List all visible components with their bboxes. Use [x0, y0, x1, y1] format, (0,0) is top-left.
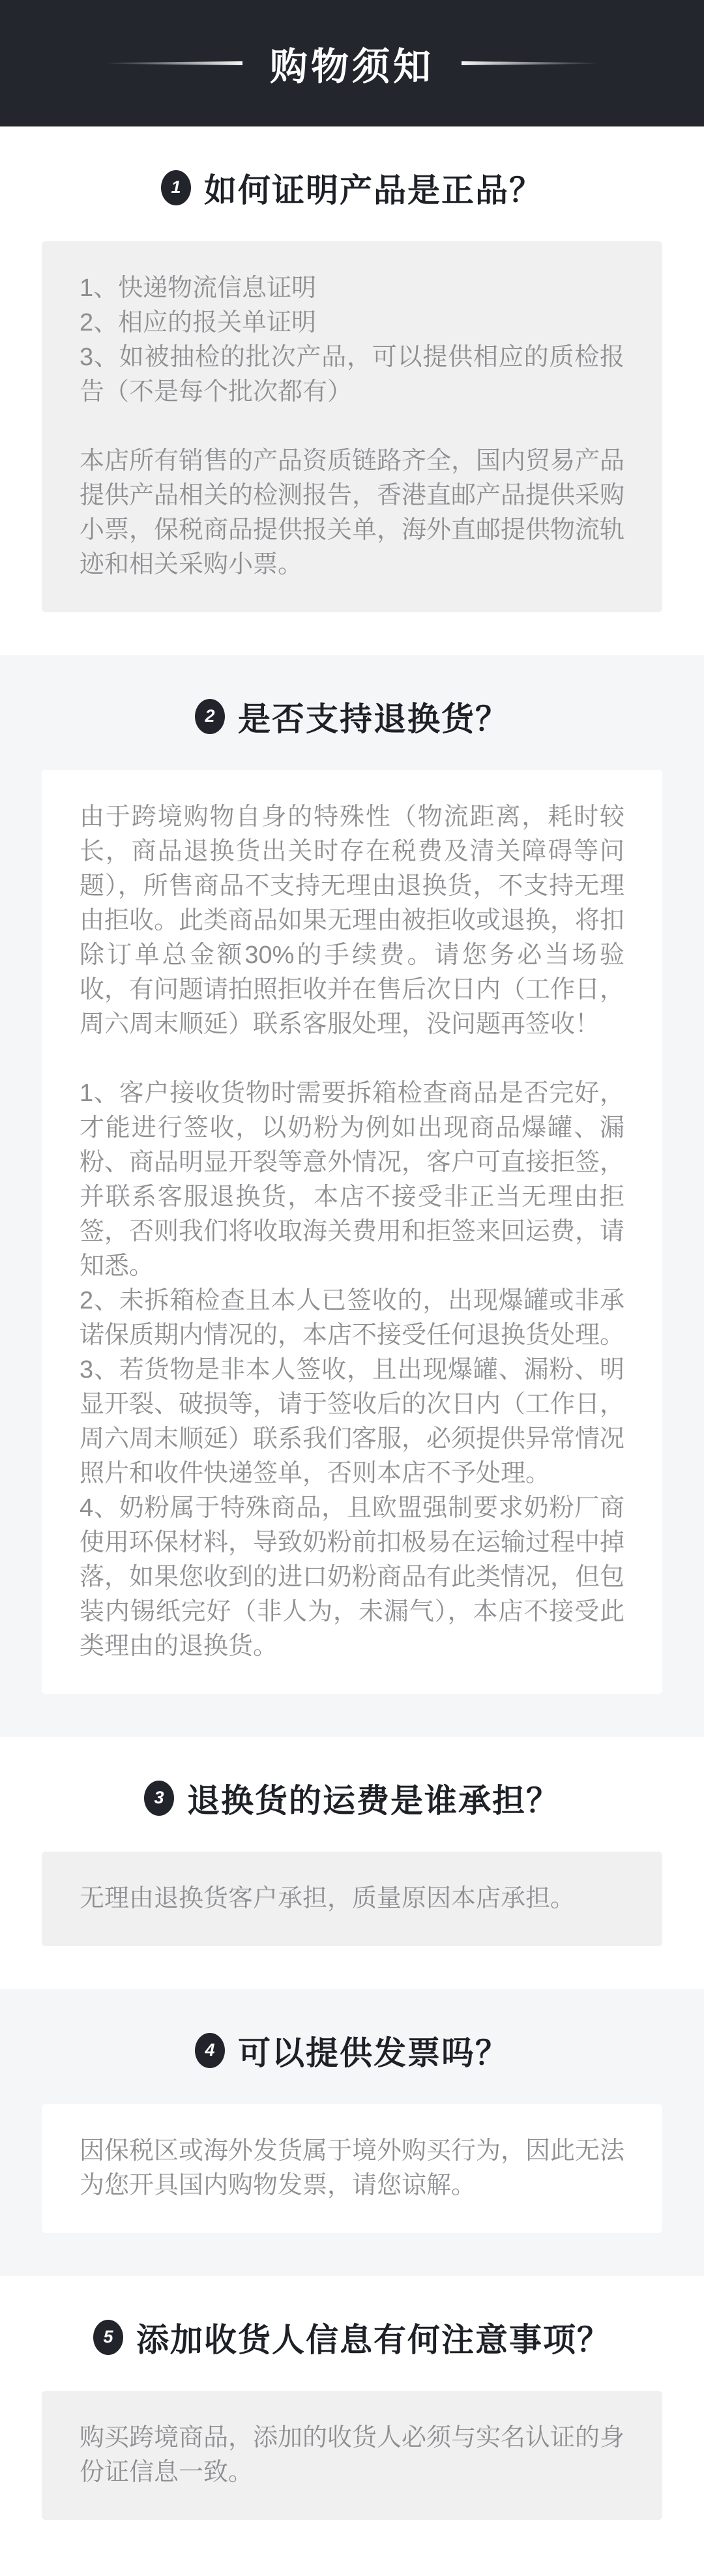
- section-5-heading: [0, 2314, 704, 2361]
- section-3-heading: [0, 1775, 704, 1822]
- recipient-info-paragraph: 购买跨境商品，添加的收货人必须与实名认证的身份证信息一致。: [80, 2424, 625, 2486]
- section-4-heading: [0, 2027, 704, 2074]
- header-banner: [0, 0, 704, 126]
- shipping-fee-paragraph: 无理由退换货客户承担，质量原因本店承担。: [80, 1885, 576, 1912]
- section-5-content-box: [42, 2391, 662, 2520]
- header-decor-line-right: [462, 61, 598, 65]
- section-2-content-box: [42, 770, 662, 1694]
- section-shipping-fee: [0, 1737, 704, 1989]
- number-3-badge-icon: [144, 1781, 174, 1816]
- section-4-title: 可以提供发票吗？: [238, 2035, 509, 2071]
- section-returns-policy: [0, 655, 704, 1737]
- badge-number: 3: [154, 1787, 164, 1807]
- badge-number: 1: [171, 177, 181, 197]
- returns-point: 2、未拆箱检查且本人已签收的，出现爆罐或非承诺保质期内情况的，本店不接受任何退换货处理。: [80, 1287, 625, 1349]
- section-1-heading: [0, 164, 704, 211]
- section-5-title: 添加收货人信息有何注意事项？: [136, 2322, 611, 2358]
- returns-point: 3、若货物是非本人签收，且出现爆罐、漏粉、明显开裂、破损等，请于签收后的次日内（工作日，周六周末顺延）联系我们客服，必须提供异常情况照片和收件快递签单，否则本店不予处理。: [80, 1356, 625, 1487]
- proof-list-item: 3、如被抽检的批次产品，可以提供相应的质检报告（不是每个批次都有）: [80, 344, 624, 406]
- number-4-badge-icon: [195, 2033, 225, 2068]
- returns-point: 1、客户接收货物时需要拆箱检查商品是否完好，才能进行签收，以奶粉为例如出现商品爆罐、漏粉、商品明显开裂等意外情况，客户可直接拒签，并联系客服退换货，本店不接受非正当无理由拒签，否则我们将收取海关费用和拒签来回运费，请知悉。: [80, 1080, 625, 1280]
- section-1-content-box: [42, 241, 662, 612]
- returns-point: 4、奶粉属于特殊商品，且欧盟强制要求奶粉厂商使用环保材料，导致奶粉前扣极易在运输过程中掉落，如果您收到的进口奶粉商品有此类情况，但包装内锡纸完好（非人为，未漏气），本店不接受此类理由的退换货。: [80, 1494, 625, 1660]
- number-5-badge-icon: [93, 2320, 123, 2355]
- section-2-heading: [0, 693, 704, 740]
- badge-number: 4: [205, 2039, 215, 2060]
- section-3-content-box: [42, 1852, 662, 1946]
- invoice-paragraph: 因保税区或海外发货属于境外购买行为，因此无法为您开具国内购物发票，请您谅解。: [80, 2137, 625, 2199]
- header-decor-line-left: [106, 61, 242, 65]
- section-authenticity: [0, 126, 704, 655]
- section-recipient-info: [0, 2276, 704, 2576]
- section-2-title: 是否支持退换货？: [238, 701, 509, 737]
- number-2-badge-icon: [195, 699, 225, 734]
- page-title: 购物须知: [269, 46, 434, 88]
- returns-intro-paragraph: 由于跨境购物自身的特殊性（物流距离，耗时较长，商品退换货出关时存在税费及清关障碍等问题），所售商品不支持无理由退换货，不支持无理由拒收。此类商品如果无理由被拒收或退换，将扣除订单总金额30%的手续费。请您务必当场验收，有问题请拍照拒收并在售后次日内（工作日，周六周末顺延）联系客服处理，没问题再签收！: [80, 803, 625, 1038]
- proof-list-item: 2、相应的报关单证明: [80, 309, 317, 336]
- section-invoice: [0, 1989, 704, 2276]
- section-1-title: 如何证明产品是正品？: [204, 172, 543, 209]
- number-1-badge-icon: [161, 170, 191, 205]
- section-4-content-box: [42, 2104, 662, 2233]
- qualification-paragraph: 本店所有销售的产品资质链路齐全，国内贸易产品提供产品相关的检测报告，香港直邮产品提供采购小票，保税商品提供报关单，海外直邮提供物流轨迹和相关采购小票。: [80, 447, 625, 578]
- badge-number: 2: [205, 705, 215, 726]
- section-3-title: 退换货的运费是谁承担？: [187, 1783, 560, 1819]
- badge-number: 5: [103, 2326, 113, 2347]
- proof-list-item: 1、快递物流信息证明: [80, 274, 317, 302]
